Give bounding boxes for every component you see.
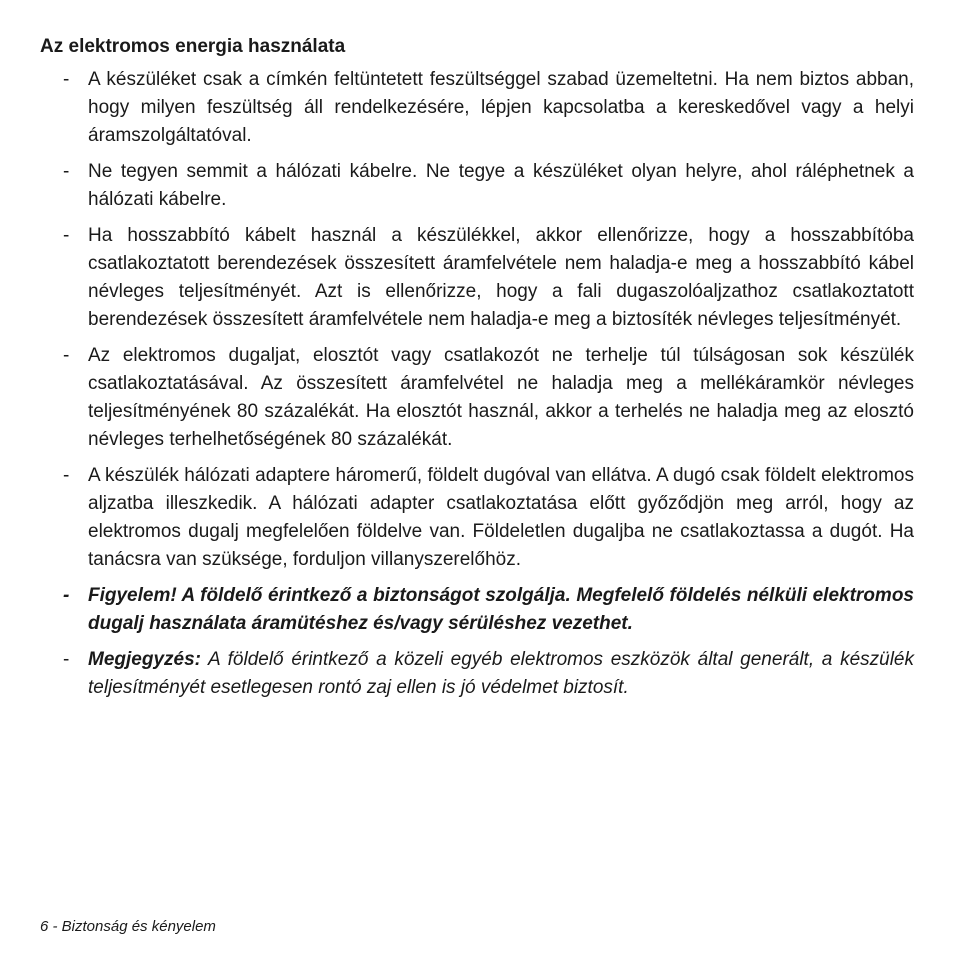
list-item-text: Az elektromos dugaljat, elosztót vagy csatlakozót ne terhelje túl túlságosan sok készülék csatlakoztatásával. Az összesített áramfelvétel ne haladja meg a mellékáramkör névleges teljesítményének 80 százalékát. Ha elosztót használ, akkor a terhelés ne haladja meg az elosztó névleges terhelhetőségének 80 százalékát. [88, 345, 914, 450]
note-content [88, 646, 914, 702]
list-item [63, 66, 914, 150]
list-bullet: - [63, 225, 70, 246]
list-bullet: - [63, 69, 70, 90]
note-label: Megjegyzés: [88, 649, 201, 670]
page-footer: 6 - Biztonság és kényelem [40, 918, 216, 935]
safety-list [63, 66, 914, 710]
list-item-text: Ha hosszabbító kábelt használ a készülékkel, akkor ellenőrizze, hogy a hosszabbítóba csatlakoztatott berendezések összesített áramfelvétele nem haladja-e meg a hosszabbító kábel névleges teljesítményét. Azt is ellenőrizze, hogy a fali dugaszolóaljzathoz csatlakoztatott berendezések összesített áramfelvétele nem haladja-e meg a biztosíték névleges teljesítményét. [88, 225, 914, 330]
warning-item [63, 582, 914, 638]
list-item [63, 158, 914, 214]
section-heading: Az elektromos energia használata [40, 36, 346, 57]
list-item [63, 342, 914, 454]
list-item-text: A készüléket csak a címkén feltüntetett feszültséggel szabad üzemeltetni. Ha nem biztos abban, hogy milyen feszültség áll rendelkezésére, lépjen kapcsolatba a kereskedővel vagy a helyi áramszolgáltatóval. [88, 69, 914, 146]
list-bullet: - [63, 465, 70, 486]
note-text: A földelő érintkező a közeli egyéb elektromos eszközök által generált, a készülék teljesítményét esetlegesen rontó zaj ellen is jó védelmet biztosít. [88, 649, 914, 698]
list-bullet: - [63, 649, 70, 670]
list-bullet: - [63, 345, 70, 366]
list-bullet: - [63, 585, 70, 606]
note-item [63, 646, 914, 702]
warning-text: Figyelem! A földelő érintkező a biztonságot szolgálja. Megfelelő földelés nélküli elektromos dugalj használata áramütéshez és/vagy sérüléshez vezethet. [88, 585, 914, 634]
list-bullet: - [63, 161, 70, 182]
list-item [63, 462, 914, 574]
list-item-text: A készülék hálózati adaptere háromerű, földelt dugóval van ellátva. A dugó csak földelt elektromos aljzatba illeszkedik. A hálózati adapter csatlakoztatása előtt győződjön meg arról, hogy az elektromos dugalj megfelelően földelve van. Földeletlen dugaljba ne csatlakoztassa a dugót. Ha tanácsra van szüksége, forduljon villanyszerelőhöz. [88, 465, 914, 570]
list-item-text: Ne tegyen semmit a hálózati kábelre. Ne tegye a készüléket olyan helyre, ahol ráléphetnek a hálózati kábelre. [88, 161, 914, 210]
list-item [63, 222, 914, 334]
